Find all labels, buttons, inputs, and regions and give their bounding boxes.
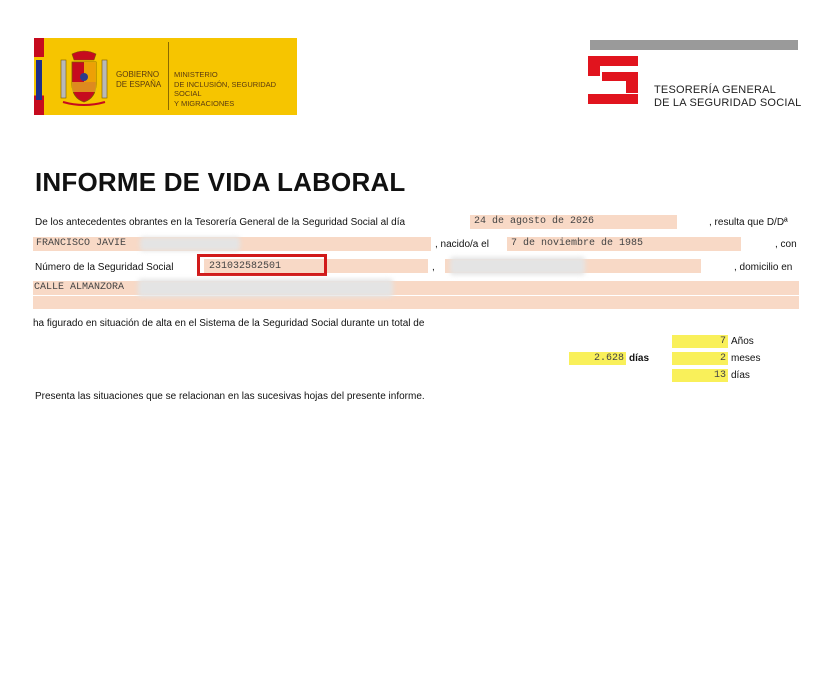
years-label: Años [731, 336, 754, 347]
alta-text: ha figurado en situación de alta en el Sistema de la Seguridad Social durante un total de [33, 318, 425, 329]
redacted-surname [140, 237, 240, 251]
redacted-id [450, 257, 585, 275]
logo-divider [168, 42, 169, 110]
gobierno-line2: DE ESPAÑA [116, 80, 162, 89]
report-date: 24 de agosto de 2026 [474, 216, 595, 227]
comma: , [432, 262, 435, 273]
footer-text: Presenta las situaciones que se relacionan en las sucesivas hojas del presente informe. [35, 391, 425, 402]
birth-date: 7 de noviembre de 1985 [511, 238, 644, 249]
tgss-line2: DE LA SEGURIDAD SOCIAL [654, 97, 802, 109]
coat-of-arms-icon [58, 50, 110, 108]
gobierno-line1: GOBIERNO [116, 70, 160, 79]
nss-label: Número de la Seguridad Social [35, 262, 174, 273]
days-value: 13 [713, 370, 726, 381]
total-days-label: días [629, 353, 650, 364]
years-value: 7 [719, 336, 726, 347]
nacido-label: , nacido/a el [435, 239, 489, 250]
page-title: INFORME DE VIDA LABORAL [35, 167, 406, 197]
months-label: meses [731, 353, 761, 364]
redacted-address [138, 279, 393, 297]
address-field-2 [33, 296, 799, 309]
tgss-logo-icon [588, 56, 638, 106]
tgss-text [654, 84, 801, 110]
ministerio-line3: Y MIGRACIONES [174, 98, 235, 108]
domicilio-label: , domicilio en [734, 262, 793, 273]
con-label: , con [775, 239, 797, 250]
tgss-line1: TESORERÍA GENERAL [654, 84, 776, 96]
months-value: 2 [719, 353, 726, 364]
nss-value: 231032582501 [209, 261, 282, 272]
days-label: días [731, 370, 750, 381]
resulta-label: , resulta que D/Dª [709, 217, 788, 228]
ministerio-line2: DE INCLUSIÓN, SEGURIDAD SOCIAL [174, 79, 277, 98]
address: CALLE ALMANZORA [34, 282, 125, 293]
total-days-value: 2.628 [593, 353, 624, 364]
person-name: FRANCISCO JAVIE [36, 238, 127, 249]
ministerio-line1: MINISTERIO [174, 70, 218, 79]
gobierno-text [116, 70, 166, 90]
eu-stars-icon [36, 60, 42, 100]
ministerio-text [174, 70, 296, 108]
tgss-bar [590, 40, 798, 50]
intro-text: De los antecedentes obrantes en la Tesorería General de la Seguridad Social al día [35, 217, 406, 228]
